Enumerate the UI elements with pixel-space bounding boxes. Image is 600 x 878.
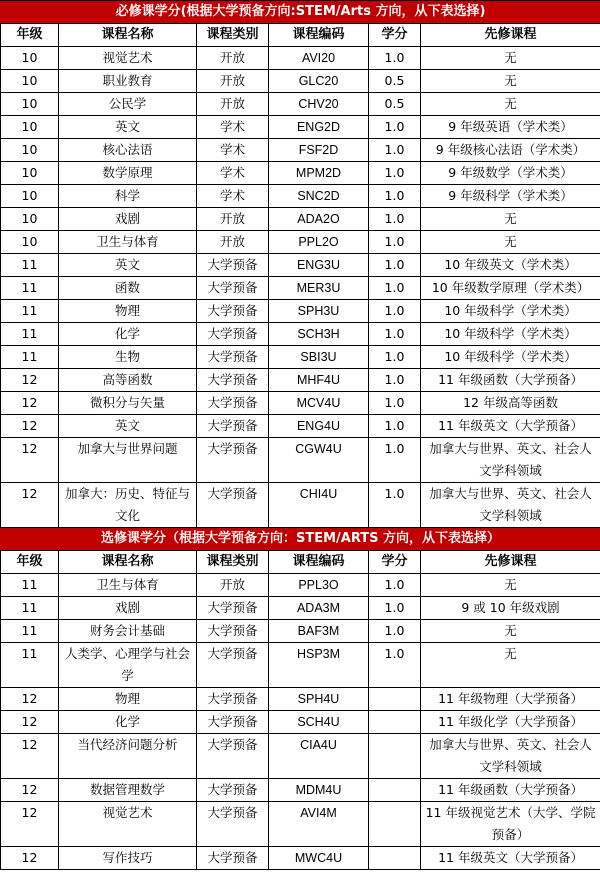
- course-type-cell: 大学预备: [197, 597, 269, 620]
- prerequisite-cell: 加拿大与世界、英文、社会人文学科领域: [421, 438, 600, 483]
- course-type-cell: 开放: [197, 231, 269, 254]
- course-code-cell: ADA3M: [269, 597, 369, 620]
- grade-cell: 11: [1, 254, 59, 277]
- course-name-cell: 物理: [59, 688, 197, 711]
- table-row: [1, 185, 600, 208]
- course-type-cell: 大学预备: [197, 392, 269, 415]
- grade-cell: 11: [1, 620, 59, 643]
- credit-cell: [369, 711, 421, 734]
- grade-cell: 12: [1, 802, 59, 847]
- course-name-cell: 公民学: [59, 93, 197, 116]
- table-row: [1, 139, 600, 162]
- course-type-cell: 开放: [197, 574, 269, 597]
- credit-cell: 1.0: [369, 415, 421, 438]
- course-type-cell: 大学预备: [197, 734, 269, 779]
- credit-cell: 1.0: [369, 369, 421, 392]
- course-name-cell: 微积分与矢量: [59, 392, 197, 415]
- elective-banner-row: [1, 528, 600, 551]
- course-type-cell: 大学预备: [197, 483, 269, 528]
- required-banner-row: [1, 1, 600, 24]
- credit-cell: 1.0: [369, 116, 421, 139]
- grade-cell: 11: [1, 300, 59, 323]
- table-row: [1, 346, 600, 369]
- prerequisite-cell: 无: [421, 643, 600, 688]
- column-header: 先修课程: [421, 24, 600, 47]
- course-name-cell: 数学原理: [59, 162, 197, 185]
- table-row: [1, 438, 600, 483]
- table-row: [1, 47, 600, 70]
- prerequisite-cell: 11 年级英文（大学预备）: [421, 847, 600, 870]
- course-name-cell: 英文: [59, 415, 197, 438]
- column-header: 先修课程: [421, 551, 600, 574]
- course-type-cell: 大学预备: [197, 779, 269, 802]
- prerequisite-cell: 9 年级核心法语（学术类）: [421, 139, 600, 162]
- grade-cell: 12: [1, 688, 59, 711]
- course-type-cell: 开放: [197, 93, 269, 116]
- credit-cell: 1.0: [369, 208, 421, 231]
- course-type-cell: 大学预备: [197, 620, 269, 643]
- course-code-cell: ENG4U: [269, 415, 369, 438]
- column-header: 课程名称: [59, 551, 197, 574]
- course-type-cell: 开放: [197, 47, 269, 70]
- course-name-cell: 当代经济问题分析: [59, 734, 197, 779]
- prerequisite-cell: 无: [421, 70, 600, 93]
- course-name-cell: 物理: [59, 300, 197, 323]
- course-code-cell: ENG3U: [269, 254, 369, 277]
- grade-cell: 10: [1, 139, 59, 162]
- prerequisite-cell: 9 年级英语（学术类）: [421, 116, 600, 139]
- grade-cell: 10: [1, 70, 59, 93]
- course-table-body: [1, 1, 600, 870]
- table-row: [1, 688, 600, 711]
- elective-banner-title: 选修课学分（根据大学预备方向：STEM/ARTS 方向，从下表选择）: [1, 528, 600, 551]
- course-code-cell: SNC2D: [269, 185, 369, 208]
- column-header: 学分: [369, 551, 421, 574]
- course-type-cell: 学术: [197, 162, 269, 185]
- course-type-cell: 开放: [197, 70, 269, 93]
- column-header: 课程编码: [269, 551, 369, 574]
- table-row: [1, 369, 600, 392]
- course-code-cell: BAF3M: [269, 620, 369, 643]
- course-name-cell: 高等函数: [59, 369, 197, 392]
- grade-cell: 10: [1, 93, 59, 116]
- grade-cell: 11: [1, 574, 59, 597]
- prerequisite-cell: 加拿大与世界、英文、社会人文学科领域: [421, 483, 600, 528]
- grade-cell: 12: [1, 711, 59, 734]
- course-name-cell: 加拿大：历史、特征与文化: [59, 483, 197, 528]
- grade-cell: 10: [1, 47, 59, 70]
- grade-cell: 11: [1, 346, 59, 369]
- credit-cell: 1.0: [369, 597, 421, 620]
- course-code-cell: AVI20: [269, 47, 369, 70]
- grade-cell: 10: [1, 231, 59, 254]
- table-row: [1, 277, 600, 300]
- table-row: [1, 415, 600, 438]
- prerequisite-cell: 10 年级科学（学术类）: [421, 346, 600, 369]
- course-type-cell: 开放: [197, 208, 269, 231]
- course-name-cell: 视觉艺术: [59, 47, 197, 70]
- course-code-cell: ENG2D: [269, 116, 369, 139]
- grade-cell: 10: [1, 162, 59, 185]
- credit-cell: 1.0: [369, 47, 421, 70]
- course-code-cell: MER3U: [269, 277, 369, 300]
- grade-cell: 12: [1, 734, 59, 779]
- table-row: [1, 300, 600, 323]
- credit-cell: [369, 779, 421, 802]
- column-header: 年级: [1, 24, 59, 47]
- course-name-cell: 视觉艺术: [59, 802, 197, 847]
- course-code-cell: SPH4U: [269, 688, 369, 711]
- table-row: [1, 483, 600, 528]
- course-code-cell: PPL3O: [269, 574, 369, 597]
- course-type-cell: 大学预备: [197, 802, 269, 847]
- table-row: [1, 392, 600, 415]
- course-type-cell: 大学预备: [197, 346, 269, 369]
- table-row: [1, 93, 600, 116]
- column-header: 课程名称: [59, 24, 197, 47]
- course-type-cell: 大学预备: [197, 688, 269, 711]
- prerequisite-cell: 9 年级科学（学术类）: [421, 185, 600, 208]
- prerequisite-cell: 11 年级物理（大学预备）: [421, 688, 600, 711]
- grade-cell: 12: [1, 392, 59, 415]
- course-name-cell: 戏剧: [59, 597, 197, 620]
- credit-cell: [369, 847, 421, 870]
- table-row: [1, 231, 600, 254]
- credit-cell: 1.0: [369, 254, 421, 277]
- course-code-cell: GLC20: [269, 70, 369, 93]
- table-row: [1, 208, 600, 231]
- table-row: [1, 254, 600, 277]
- prerequisite-cell: 无: [421, 93, 600, 116]
- column-header: 课程类别: [197, 551, 269, 574]
- prerequisite-cell: 11 年级视觉艺术（大学、学院预备）: [421, 802, 600, 847]
- prerequisite-cell: 加拿大与世界、英文、社会人文学科领域: [421, 734, 600, 779]
- column-header: 课程编码: [269, 24, 369, 47]
- required-header-row: [1, 24, 600, 47]
- table-row: [1, 70, 600, 93]
- prerequisite-cell: 11 年级函数（大学预备）: [421, 779, 600, 802]
- elective-header-row: [1, 551, 600, 574]
- prerequisite-cell: 12 年级高等函数: [421, 392, 600, 415]
- course-name-cell: 戏剧: [59, 208, 197, 231]
- credit-cell: 1.0: [369, 392, 421, 415]
- course-code-cell: MDM4U: [269, 779, 369, 802]
- credit-cell: 1.0: [369, 231, 421, 254]
- prerequisite-cell: 11 年级化学（大学预备）: [421, 711, 600, 734]
- required-banner-title: 必修课学分(根据大学预备方向:STEM/Arts 方向，从下表选择): [1, 1, 600, 24]
- course-code-cell: HSP3M: [269, 643, 369, 688]
- table-row: [1, 734, 600, 779]
- credit-cell: 1.0: [369, 162, 421, 185]
- course-name-cell: 财务会计基础: [59, 620, 197, 643]
- course-code-cell: ADA2O: [269, 208, 369, 231]
- course-type-cell: 大学预备: [197, 277, 269, 300]
- credit-cell: [369, 734, 421, 779]
- grade-cell: 11: [1, 597, 59, 620]
- course-name-cell: 人类学、心理学与社会学: [59, 643, 197, 688]
- table-row: [1, 574, 600, 597]
- prerequisite-cell: 11 年级函数（大学预备）: [421, 369, 600, 392]
- course-type-cell: 大学预备: [197, 369, 269, 392]
- course-type-cell: 大学预备: [197, 254, 269, 277]
- course-code-cell: SBI3U: [269, 346, 369, 369]
- course-code-cell: MHF4U: [269, 369, 369, 392]
- course-code-cell: CGW4U: [269, 438, 369, 483]
- table-row: [1, 116, 600, 139]
- credit-cell: 1.0: [369, 323, 421, 346]
- course-type-cell: 大学预备: [197, 711, 269, 734]
- grade-cell: 12: [1, 779, 59, 802]
- prerequisite-cell: 9 年级数学（学术类）: [421, 162, 600, 185]
- course-type-cell: 大学预备: [197, 323, 269, 346]
- prerequisite-cell: 11 年级英文（大学预备）: [421, 415, 600, 438]
- course-name-cell: 加拿大与世界问题: [59, 438, 197, 483]
- course-type-cell: 大学预备: [197, 643, 269, 688]
- prerequisite-cell: 无: [421, 574, 600, 597]
- table-row: [1, 847, 600, 870]
- grade-cell: 10: [1, 208, 59, 231]
- course-code-cell: SCH3H: [269, 323, 369, 346]
- table-row: [1, 643, 600, 688]
- grade-cell: 11: [1, 277, 59, 300]
- credit-cell: [369, 688, 421, 711]
- course-code-cell: AVI4M: [269, 802, 369, 847]
- course-type-cell: 大学预备: [197, 415, 269, 438]
- course-name-cell: 卫生与体育: [59, 231, 197, 254]
- prerequisite-cell: 10 年级科学（学术类）: [421, 300, 600, 323]
- course-code-cell: FSF2D: [269, 139, 369, 162]
- grade-cell: 12: [1, 847, 59, 870]
- course-name-cell: 数据管理数学: [59, 779, 197, 802]
- credit-cell: 1.0: [369, 300, 421, 323]
- grade-cell: 12: [1, 483, 59, 528]
- course-name-cell: 化学: [59, 323, 197, 346]
- grade-cell: 10: [1, 116, 59, 139]
- table-row: [1, 597, 600, 620]
- course-type-cell: 大学预备: [197, 847, 269, 870]
- grade-cell: 12: [1, 369, 59, 392]
- course-type-cell: 学术: [197, 116, 269, 139]
- credit-cell: 1.0: [369, 185, 421, 208]
- grade-cell: 10: [1, 185, 59, 208]
- course-name-cell: 英文: [59, 116, 197, 139]
- table-row: [1, 779, 600, 802]
- course-code-cell: CHV20: [269, 93, 369, 116]
- credit-cell: 1.0: [369, 277, 421, 300]
- prerequisite-cell: 无: [421, 47, 600, 70]
- credit-cell: 1.0: [369, 574, 421, 597]
- credit-cell: 0.5: [369, 93, 421, 116]
- course-name-cell: 生物: [59, 346, 197, 369]
- credit-cell: 1.0: [369, 620, 421, 643]
- course-code-cell: CHI4U: [269, 483, 369, 528]
- table-row: [1, 620, 600, 643]
- course-name-cell: 卫生与体育: [59, 574, 197, 597]
- column-header: 课程类别: [197, 24, 269, 47]
- course-name-cell: 化学: [59, 711, 197, 734]
- credit-cell: 1.0: [369, 643, 421, 688]
- course-code-cell: MWC4U: [269, 847, 369, 870]
- course-code-cell: SPH3U: [269, 300, 369, 323]
- prerequisite-cell: 无: [421, 231, 600, 254]
- course-code-cell: MCV4U: [269, 392, 369, 415]
- course-code-cell: MPM2D: [269, 162, 369, 185]
- credit-cell: 1.0: [369, 139, 421, 162]
- credit-cell: 1.0: [369, 483, 421, 528]
- prerequisite-cell: 10 年级数学原理（学术类）: [421, 277, 600, 300]
- course-name-cell: 函数: [59, 277, 197, 300]
- course-code-cell: SCH4U: [269, 711, 369, 734]
- prerequisite-cell: 无: [421, 620, 600, 643]
- table-row: [1, 802, 600, 847]
- grade-cell: 12: [1, 415, 59, 438]
- course-code-cell: PPL2O: [269, 231, 369, 254]
- course-name-cell: 职业教育: [59, 70, 197, 93]
- course-code-cell: CIA4U: [269, 734, 369, 779]
- column-header: 学分: [369, 24, 421, 47]
- table-row: [1, 323, 600, 346]
- prerequisite-cell: 无: [421, 208, 600, 231]
- course-name-cell: 核心法语: [59, 139, 197, 162]
- prerequisite-cell: 10 年级科学（学术类）: [421, 323, 600, 346]
- course-type-cell: 学术: [197, 139, 269, 162]
- table-row: [1, 162, 600, 185]
- credit-cell: [369, 802, 421, 847]
- grade-cell: 12: [1, 438, 59, 483]
- prerequisite-cell: 10 年级英文（学术类）: [421, 254, 600, 277]
- course-type-cell: 大学预备: [197, 438, 269, 483]
- credit-cell: 0.5: [369, 70, 421, 93]
- table-row: [1, 711, 600, 734]
- credit-cell: 1.0: [369, 346, 421, 369]
- course-name-cell: 写作技巧: [59, 847, 197, 870]
- grade-cell: 11: [1, 323, 59, 346]
- course-type-cell: 大学预备: [197, 300, 269, 323]
- grade-cell: 11: [1, 643, 59, 688]
- course-name-cell: 英文: [59, 254, 197, 277]
- course-type-cell: 学术: [197, 185, 269, 208]
- course-name-cell: 科学: [59, 185, 197, 208]
- column-header: 年级: [1, 551, 59, 574]
- prerequisite-cell: 9 或 10 年级戏剧: [421, 597, 600, 620]
- credit-cell: 1.0: [369, 438, 421, 483]
